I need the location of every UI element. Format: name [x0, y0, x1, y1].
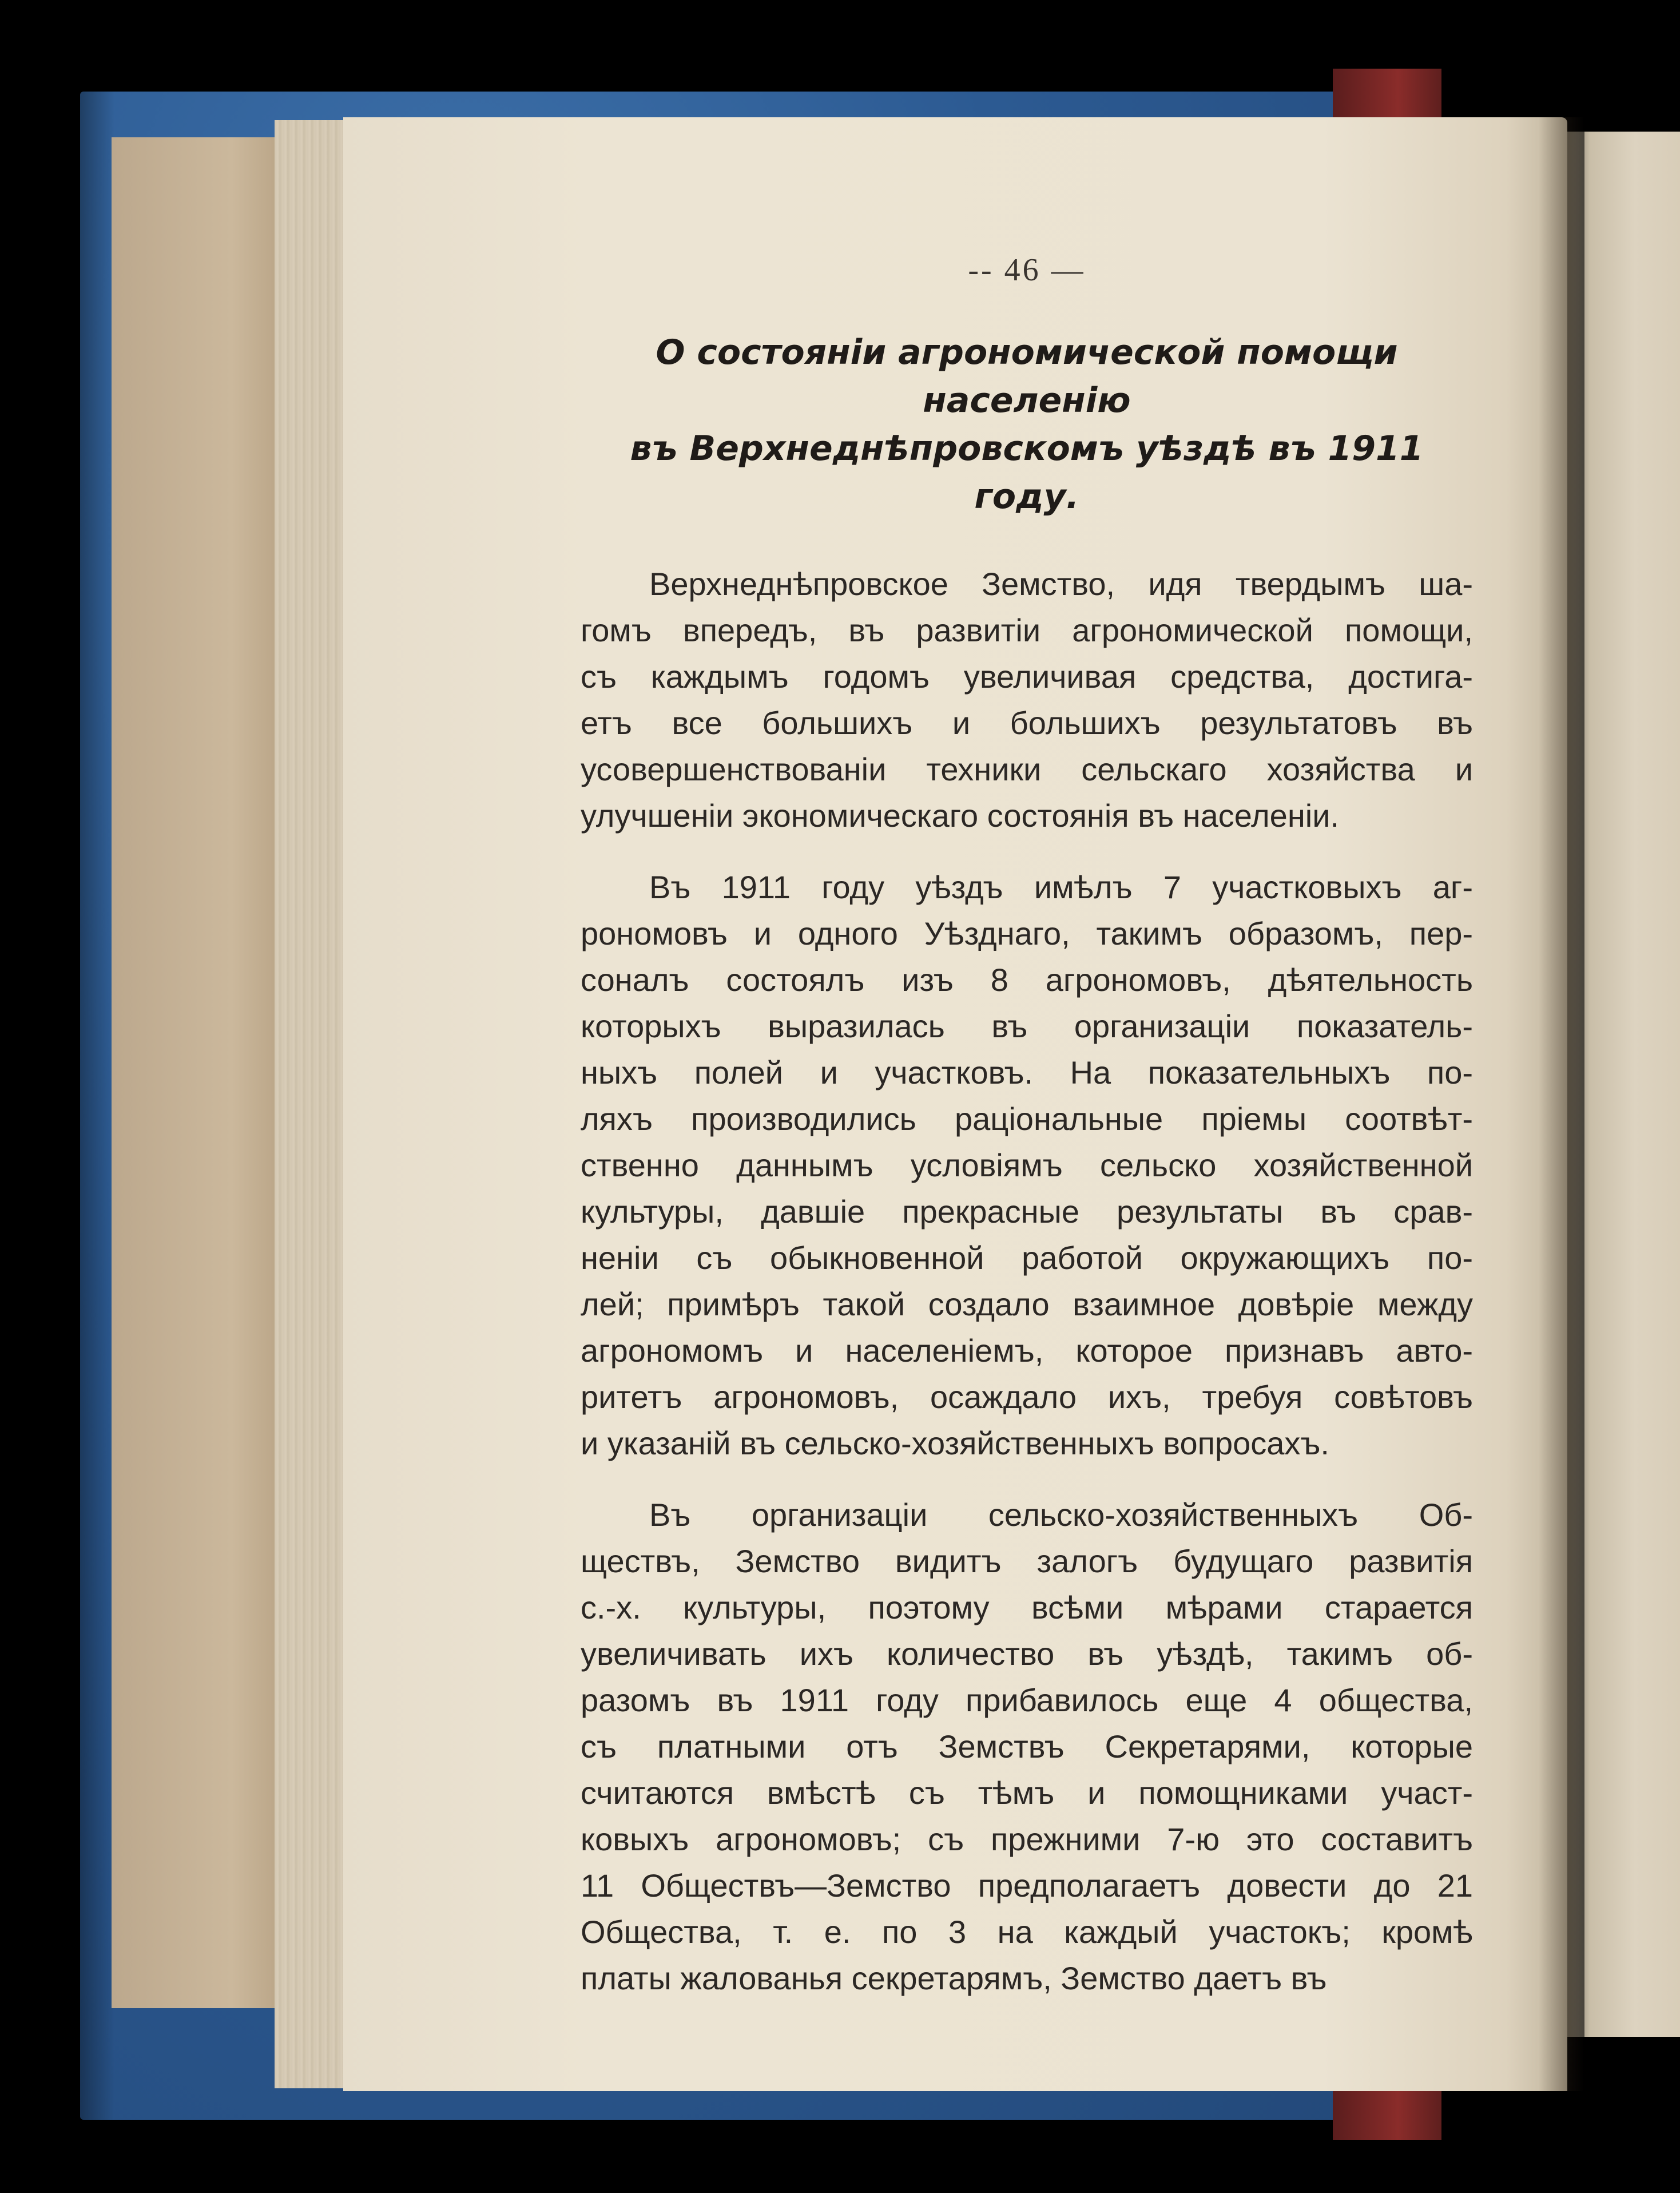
text-line: платы жалованья секретарямъ, Земство даетъ въ — [581, 1960, 1327, 1996]
text-line: разомъ въ 1911 году прибавилось еще 4 общества, — [581, 1682, 1473, 1718]
paragraph — [581, 1492, 1473, 2001]
text-line: ненiи съ обыкновенной работой окружающихъ по- — [581, 1240, 1473, 1276]
heading-line-2: въ Верхнеднѣпровскомъ уѣздѣ въ 1911 году. — [630, 429, 1424, 517]
text-line: гомъ впередъ, въ развитiи агрономической помощи, — [581, 612, 1473, 648]
text-line: ственно даннымъ условiямъ сельско хозяйственной — [581, 1147, 1473, 1183]
text-line: Въ организацiи сельско-хозяйственныхъ Об- — [649, 1497, 1473, 1533]
text-line: которыхъ выразилась въ организацiи показатель- — [581, 1008, 1473, 1044]
text-line: культуры, давшiе прекрасные результаты въ срав- — [581, 1193, 1473, 1230]
text-line: Общества, т. е. по 3 на каждый участокъ; кромѣ — [581, 1914, 1473, 1950]
text-line: считаются вмѣстѣ съ тѣмъ и помощниками участ- — [581, 1775, 1473, 1811]
text-line: ляхъ производились рацiональные прiемы соотвѣт- — [581, 1101, 1473, 1137]
text-line: съ каждымъ годомъ увеличивая средства, достига- — [581, 659, 1473, 695]
text-line: улучшенiи экономическаго состоянiя въ населенiи. — [581, 798, 1340, 834]
text-line: Въ 1911 году уѣздъ имѣлъ 7 участковыхъ аг- — [649, 869, 1473, 905]
text-line: с.-х. культуры, поэтому всѣми мѣрами старается — [581, 1589, 1473, 1625]
text-line: 11 Обществъ—Земство предполагаетъ довести до 21 — [581, 1867, 1473, 1903]
page-content — [581, 252, 1473, 2027]
text-line: етъ все большихъ и большихъ результатовъ въ — [581, 705, 1473, 741]
text-line: ществъ, Земство видитъ залогъ будущаго развитiя — [581, 1543, 1473, 1579]
body-text — [581, 561, 1473, 2001]
page-stack-edge — [275, 120, 349, 2088]
text-line: и указанiй въ сельско-хозяйственныхъ вопросахъ. — [581, 1425, 1329, 1461]
paragraph — [581, 561, 1473, 839]
flyleaf — [112, 137, 283, 2008]
heading-line-1: О состоянiи агрономической помощи населенiю — [656, 332, 1398, 421]
cover-shadow — [80, 92, 114, 2120]
text-line: усовершенствованiи техники сельскаго хозяйства и — [581, 751, 1473, 787]
text-line: ритетъ агрономовъ, осаждало ихъ, требуя совѣтовъ — [581, 1379, 1473, 1415]
section-heading — [581, 328, 1473, 521]
text-line: съ платными отъ Земствъ Секретарями, которые — [581, 1728, 1473, 1764]
text-line: рономовъ и одного Уѣзднаго, такимъ образомъ, пер- — [581, 915, 1473, 951]
text-line: увеличивать ихъ количество въ уѣздѣ, такимъ об- — [581, 1636, 1473, 1672]
text-line: ныхъ полей и участковъ. На показательныхъ по- — [581, 1054, 1473, 1090]
text-line: агрономомъ и населенiемъ, которое признавъ авто- — [581, 1333, 1473, 1369]
page-number: -- 46 — — [968, 252, 1086, 288]
paragraph — [581, 864, 1473, 1466]
text-line: ковыхъ агрономовъ; съ прежними 7-ю это составитъ — [581, 1821, 1473, 1857]
page-gutter-shadow — [1539, 117, 1584, 2091]
text-line: Верхнеднѣпровское Земство, идя твердымъ ша- — [649, 566, 1473, 602]
text-line: соналъ состоялъ изъ 8 агрономовъ, дѣятельность — [581, 962, 1473, 998]
text-line: лей; примѣръ такой создало взаимное довѣрiе между — [581, 1286, 1473, 1322]
